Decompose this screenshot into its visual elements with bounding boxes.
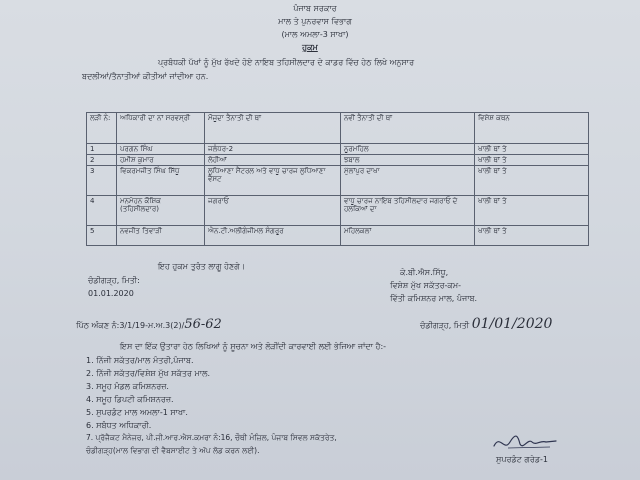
cell-remarks: ਖਾਲੀ ਥਾਂ ਤੇ (475, 226, 589, 246)
signatory-name: ਕੇ.ਬੀ.ਐਸ.ਸਿੱਧੂ, (400, 268, 449, 277)
cell-current-posting: ਜਗਰਾਓਂ (205, 196, 341, 226)
endorsement-date (420, 316, 553, 332)
cell-current-posting: ਲੁਧਿਆਣਾ ਸੈਂਟਰਲ ਅਤੇ ਵਾਧੂ ਚਾਰਜ ਲੁਧਿਆਣਾ ਵੈਸਟ (205, 166, 341, 196)
col-header-remarks: ਵਿਸ਼ੇਸ਼ ਕਥਨ (475, 113, 589, 144)
order-date: 01.01.2020 (88, 289, 134, 298)
cell-officer: ਹਮੀਸ਼ ਕੁਮਾਰ (117, 155, 205, 166)
col-header-new-posting: ਨਵੀਂ ਤੈਨਾਤੀ ਦੀ ਥਾਂ (341, 113, 475, 144)
cell-officer: ਪਰਗਨ ਸਿੰਘ (117, 144, 205, 155)
table-row (87, 166, 589, 196)
handwritten-signature (490, 432, 562, 454)
cell-new-posting: ਮਹਿਲਕਲਾਂ (341, 226, 475, 246)
col-header-officer: ਅਧਿਕਾਰੀ ਦਾ ਨਾਂ ਸਰਵਸ੍ਰੀ (117, 113, 205, 144)
cell-current-posting: ਲੋਹੀਆਂ (205, 155, 341, 166)
cell-current-posting: ਜਲੰਧਰ-2 (205, 144, 341, 155)
table-header-row (87, 113, 589, 144)
cell-new-posting: ਨੂਰਮਹਿਲ (341, 144, 475, 155)
recipient-item: 7. ਪ੍ਰੋਜੈਕਟ ਮੈਨੇਜਰ, ਪੀ.ਜੀ.ਆਰ.ਐਸ.ਕਮਰਾ ਨੰ:16, ਚੌਥੀ ਮੰਜ਼ਿਲ, ਪੰਜਾਬ ਸਿਵਲ ਸਕੱਤਰੇਤ, (86, 433, 337, 442)
postings-table (86, 112, 589, 246)
table-row (87, 155, 589, 166)
cell-officer: ਵਿਕਰਮਜੀਤ ਸਿੰਘ ਸਿੱਧੂ (117, 166, 205, 196)
cell-officer: ਮਨਮੋਹਨ ਕੌਸ਼ਿਕ (ਤਹਿਸੀਲਦਾਰ) (117, 196, 205, 226)
recipient-item: 3. ਸਮੂਹ ਮੰਡਲ ਕਮਿਸ਼ਨਰਜ਼. (86, 382, 169, 391)
cell-remarks: ਖਾਲੀ ਥਾਂ ਤੇ (475, 166, 589, 196)
copy-intro: ਇਸ ਦਾ ਇੱਕ ਉਤਾਰਾ ਹੇਠ ਲਿਖਿਆਂ ਨੂੰ ਸੂਚਨਾ ਅਤੇ ਲੋੜੀਂਦੀ ਕਾਰਵਾਈ ਲਈ ਭੇਜਿਆ ਜਾਂਦਾ ਹੈ:- (120, 342, 387, 351)
signatory-title-2: ਵਿੱਤੀ ਕਮਿਸ਼ਨਰ ਮਾਲ, ਪੰਜਾਬ. (390, 294, 478, 303)
recipient-item: 5. ਸੁਪਰਡੰਟ ਮਾਲ ਅਮਲਾ-1 ਸਾਖਾ. (86, 408, 188, 417)
table-row (87, 144, 589, 155)
table-row (87, 226, 589, 246)
cell-new-posting: ਝਬਾਲ (341, 155, 475, 166)
endorsement-date-prefix: ਚੰਡੀਗੜ੍ਹ, ਮਿਤੀ (420, 321, 470, 330)
cell-remarks: ਖਾਲੀ ਥਾਂ ਤੇ (475, 155, 589, 166)
cell-officer: ਨਵਜੀਤ ਤਿਵਾੜੀ (117, 226, 205, 246)
recipient-item: 1. ਨਿੱਜੀ ਸਕੱਤਰ/ਮਾਲ ਮੰਤਰੀ,ਪੰਜਾਬ. (86, 356, 194, 365)
cell-serial: 5 (87, 226, 117, 246)
table-row (87, 196, 589, 226)
header-branch: (ਮਾਲ ਅਮਲਾ-3 ਸਾਖਾ) (281, 30, 349, 39)
cell-serial: 3 (87, 166, 117, 196)
cell-serial: 2 (87, 155, 117, 166)
order-place: ਚੰਡੀਗੜ੍ਹ, ਮਿਤੀ: (88, 276, 140, 285)
cell-remarks: ਖਾਲੀ ਥਾਂ ਤੇ (475, 144, 589, 155)
cell-serial: 1 (87, 144, 117, 155)
cell-serial: 4 (87, 196, 117, 226)
order-heading: ਹੁਕਮ (302, 43, 318, 52)
cell-new-posting: ਵਾਧੂ ਚਾਰਜ ਨਾਇਬ ਤਹਿਸੀਲਦਾਰ ਜਗਰਾਓਂ ਦੇ ਹਲਕਿਆਂ ਦਾ (341, 196, 475, 226)
col-header-serial: ਲੜੀ ਨੰ: (87, 113, 117, 144)
intro-line-1: ਪ੍ਰਬੰਧਕੀ ਪੱਖਾਂ ਨੂੰ ਮੁੱਖ ਰੱਖਦੇ ਹੋਏ ਨਾਇਬ ਤਹਿਸੀਲਦਾਰ ਦੇ ਕਾਡਰ ਵਿੱਚ ਹੇਠ ਲਿਖੇ ਅਨੁਸਾਰ (158, 58, 415, 67)
endorsement-ref (76, 317, 222, 332)
superintendent-title: ਸੁਪਰਡੰਟ ਗਰੇਡ-1 (496, 455, 549, 464)
recipient-item: 4. ਸਮੂਹ ਡਿਪਟੀ ਕਮਿਸ਼ਨਰਜ਼. (86, 395, 174, 404)
endorsement-ref-prefix: ਪਿੱਠ ਅੰਕਣ ਨੰ:3/1/19-ਮ.ਅ.3(2)/ (76, 321, 185, 330)
recipient-item: 2. ਨਿੱਜੀ ਸਕੱਤਰ/ਵਿਸ਼ੇਸ਼ ਮੁੱਖ ਸਕੱਤਰ ਮਾਲ. (86, 369, 211, 378)
cell-remarks: ਖਾਲੀ ਥਾਂ ਤੇ (475, 196, 589, 226)
col-header-current-posting: ਮੌਜੂਦਾ ਤੈਨਾਤੀ ਦੀ ਥਾਂ (205, 113, 341, 144)
header-government: ਪੰਜਾਬ ਸਰਕਾਰ (293, 4, 337, 13)
endorsement-ref-number: 56-62 (184, 317, 222, 332)
intro-line-2: ਬਦਲੀਆਂ/ਤੈਨਾਤੀਆਂ ਕੀਤੀਆਂ ਜਾਂਦੀਆ ਹਨ. (82, 72, 209, 81)
cell-new-posting: ਮੁੱਲਾਂਪੁਰ ਦਾਖਾ (341, 166, 475, 196)
signatory-title-1: ਵਿਸ਼ੇਸ਼ ਮੁੱਖ ਸਕੱਤਰ-ਕਮ- (390, 281, 462, 290)
cell-current-posting: ਐਨ.ਟੀ.ਅਲੀਗੰਜੀਮਲ ਸੰਗਰੂਰ (205, 226, 341, 246)
recipient-item: 6. ਸਬੰਧਤ ਅਧਿਕਾਰੀ. (86, 421, 152, 430)
header-department: ਮਾਲ ਤੇ ਪੁਨਰਵਾਸ ਵਿਭਾਗ (278, 17, 352, 26)
recipient-item: ਚੰਡੀਗੜ੍ਹ(ਮਾਲ ਵਿਭਾਗ ਦੀ ਵੈਬਸਾਈਟ ਤੇ ਅੱਪ ਲੋਡ ਕਰਨ ਲਈ). (86, 446, 260, 455)
endorsement-date-value: 01/01/2020 (471, 316, 553, 332)
effective-note: ਇਹ ਹੁਕਮ ਤੁਰੰਤ ਲਾਗੂ ਹੋਣਗੇ। (158, 262, 246, 271)
